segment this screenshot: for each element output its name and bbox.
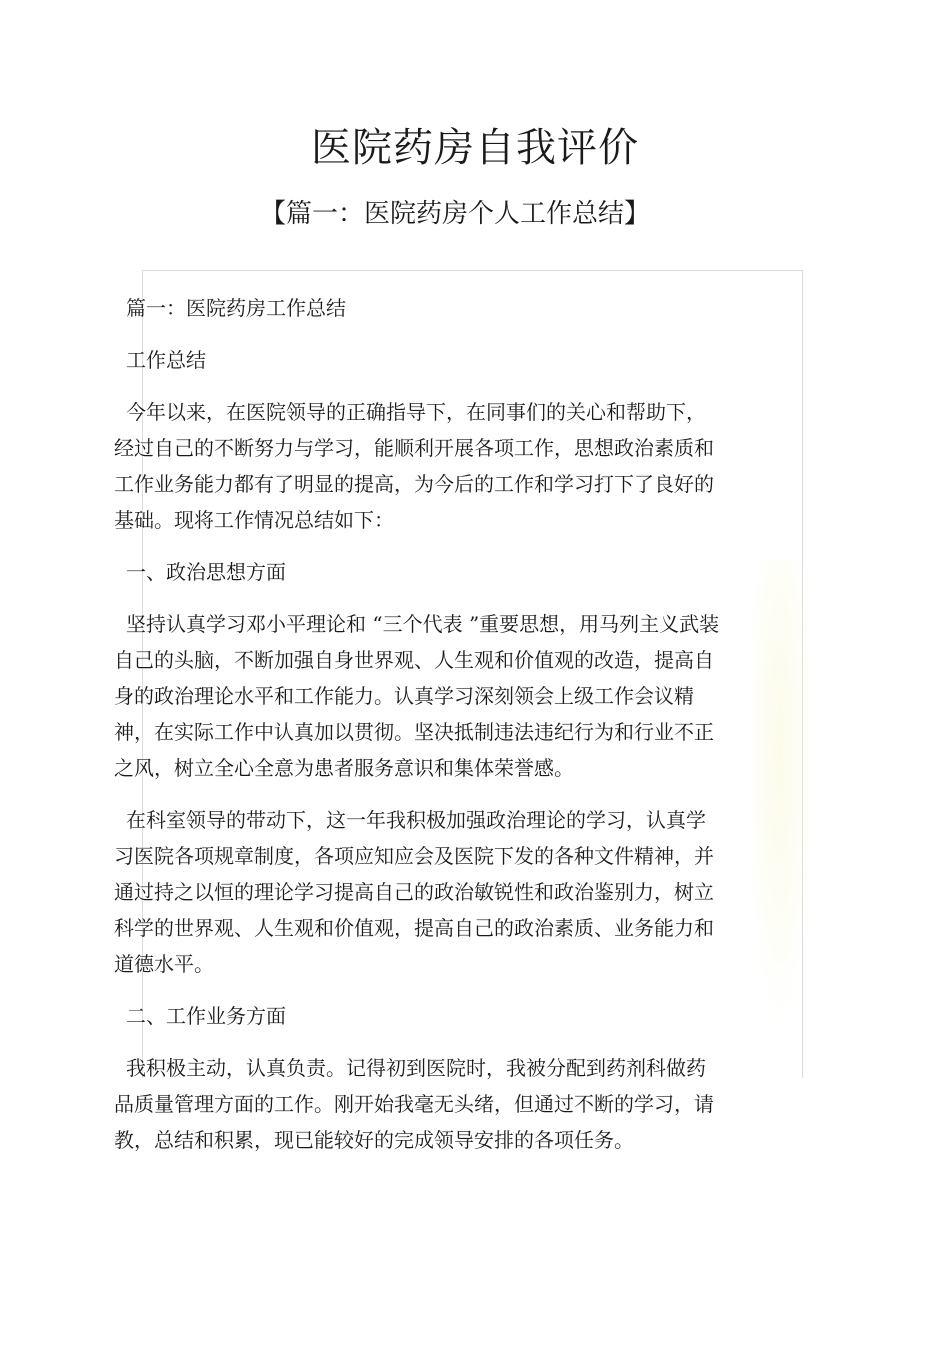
work-paragraph — [114, 1050, 814, 1158]
heading-work: 二、工作业务方面 — [126, 1004, 286, 1028]
document-subtitle: 【篇一：医院药房个人工作总结】 — [259, 199, 650, 229]
paragraph-line: 在科室领导的带动下，这一年我积极加强政治理论的学习，认真学 — [126, 808, 706, 832]
paragraph-line: 自己的头脑，不断加强自身世界观、人生观和价值观的改造，提高自 — [114, 648, 714, 672]
paragraph-line: 之风，树立全心全意为患者服务意识和集体荣誉感。 — [114, 756, 574, 780]
document-title: 医院药房自我评价 — [311, 125, 639, 171]
political-paragraph-2 — [114, 802, 814, 982]
paragraph-line: 身的政治理论水平和工作能力。认真学习深刻领会上级工作会议精 — [114, 684, 694, 708]
paragraph-line: 习医院各项规章制度，各项应知应会及医院下发的各种文件精神，并 — [114, 844, 714, 868]
section-heading: 篇一：医院药房工作总结 — [126, 296, 346, 320]
paragraph-line: 经过自己的不断努力与学习，能顺利开展各项工作，思想政治素质和 — [114, 436, 714, 460]
paragraph-line: 我积极主动，认真负责。记得初到医院时，我被分配到药剂科做药 — [126, 1056, 706, 1080]
paragraph-line: 品质量管理方面的工作。刚开始我毫无头绪，但通过不断的学习，请 — [114, 1092, 714, 1116]
paragraph-line: 基础。现将工作情况总结如下： — [114, 508, 394, 532]
paragraph-line: 神，在实际工作中认真加以贯彻。坚决抵制违法违纪行为和行业不正 — [114, 720, 714, 744]
paragraph-line: 道德水平。 — [114, 952, 214, 976]
paragraph-line: 工作业务能力都有了明显的提高，为今后的工作和学习打下了良好的 — [114, 472, 714, 496]
paragraph-line: 坚持认真学习邓小平理论和 “三个代表 ”重要思想，用马列主义武装 — [126, 612, 720, 636]
summary-heading: 工作总结 — [126, 348, 206, 372]
paragraph-line: 今年以来，在医院领导的正确指导下，在同事们的关心和帮助下， — [126, 400, 706, 424]
document-body — [114, 290, 814, 1174]
paragraph-line: 教，总结和积累，现已能较好的完成领导安排的各项任务。 — [114, 1128, 634, 1152]
paragraph-line: 科学的世界观、人生观和价值观，提高自己的政治素质、业务能力和 — [114, 916, 714, 940]
political-paragraph-1 — [114, 606, 814, 786]
paragraph-line: 通过持之以恒的理论学习提高自己的政治敏锐性和政治鉴别力，树立 — [114, 880, 714, 904]
intro-paragraph — [114, 394, 814, 538]
heading-political: 一、政治思想方面 — [126, 560, 286, 584]
